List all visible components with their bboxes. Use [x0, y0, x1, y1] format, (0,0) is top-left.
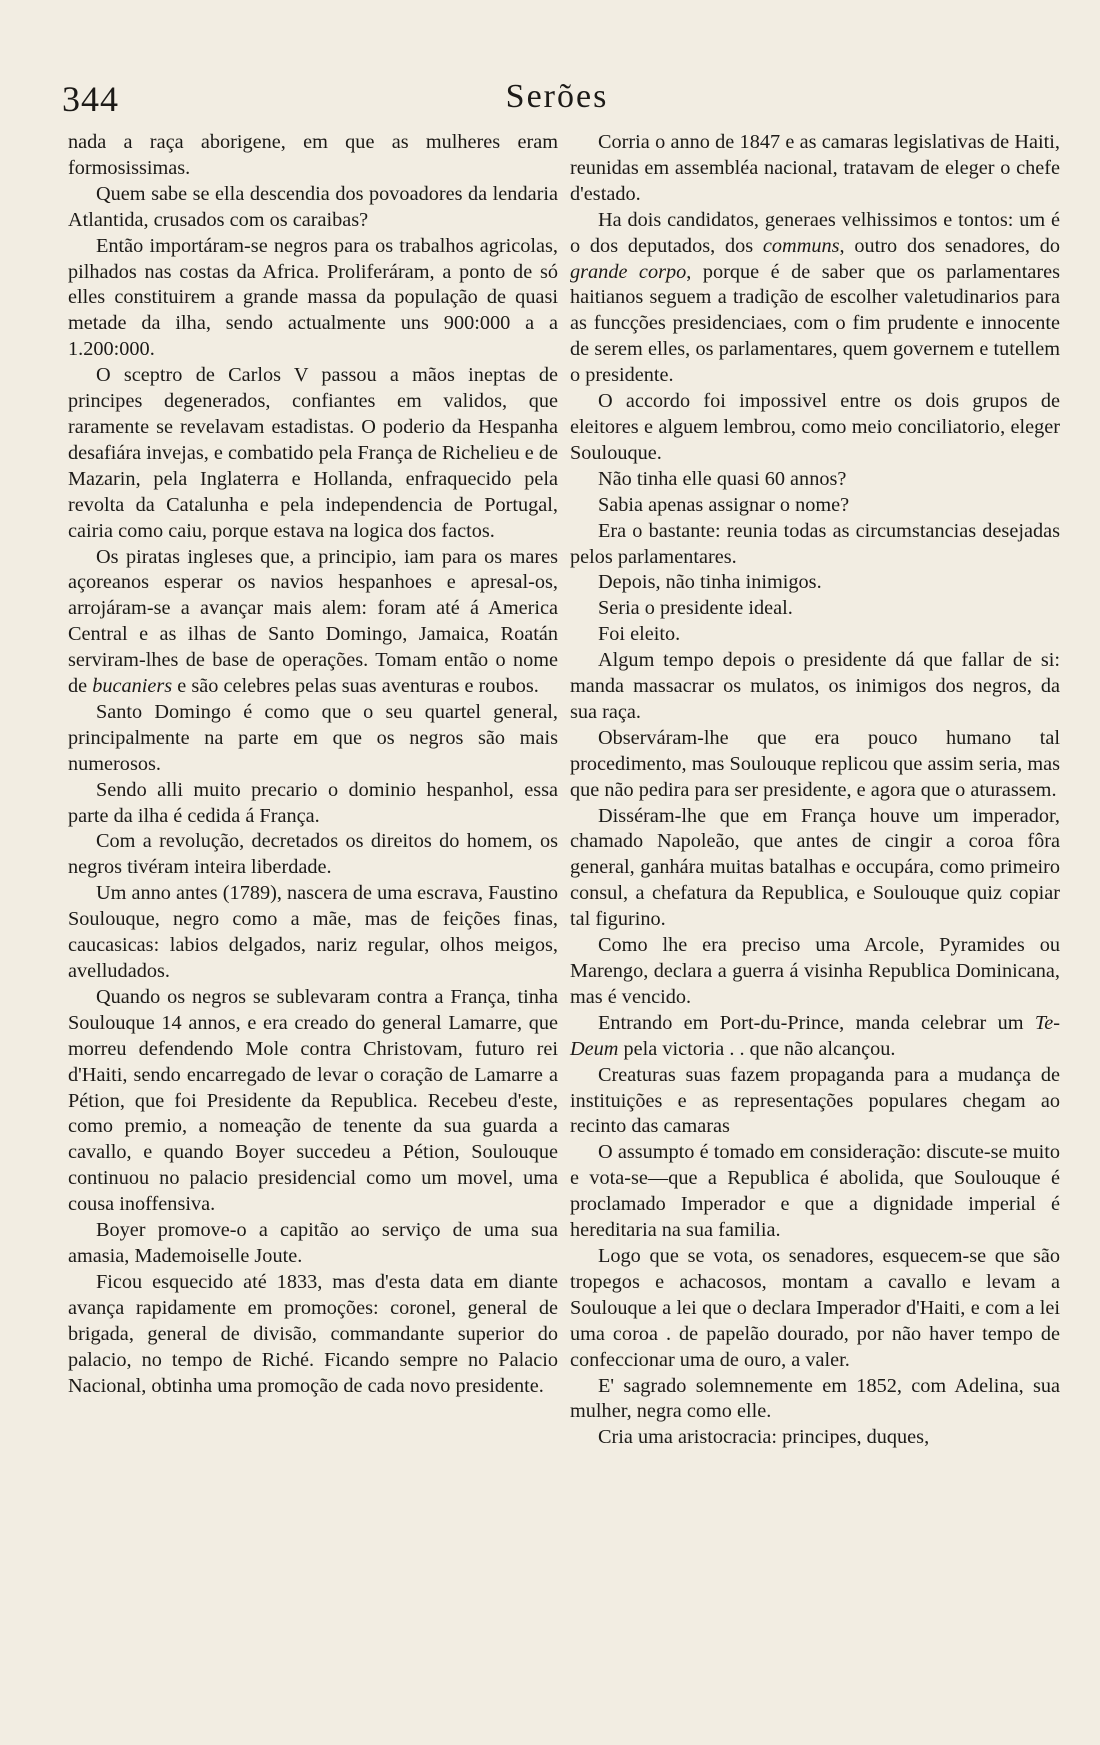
paragraph: Depois, não tinha inimigos. [598, 571, 822, 594]
italic-term: bucaniers [92, 675, 173, 698]
text-run: , outro dos senadores, do [839, 234, 1060, 257]
paragraph: Algum tempo depois o presidente dá que fallar de si: manda massacrar os mulatos, os inimigos dos negros, da sua raça. [570, 649, 1060, 723]
paragraph: Ficou esquecido até 1833, mas d'esta data em diante avança rapidamente em promoções: coronel, general de brigada, general de divisão, commandante superior do palacio, no tempo de Riché. Ficando sempre no Palacio Nacional, obtinha uma promoção de cada novo presidente. [68, 1270, 558, 1397]
paragraph: Logo que se vota, os senadores, esquecem-se que são tropegos e achacosos, montam a cavallo e levam a Soulouque a lei que o declara Imperador d'Haiti, e com a lei uma coroa . de papelão dourado, por não haver tempo de confeccionar uma de ouro, a valer. [570, 1244, 1060, 1371]
paragraph: nada a raça aborigene, em que as mulheres eram formosissimas. [68, 131, 558, 179]
paragraph: Então importáram-se negros para os trabalhos agricolas, pilhados nas costas da Africa. Proliferáram, a ponto de só elles constituirem a grande massa da população de quasi metade da ilha, sendo actualmente uns 900:000 a a 1.200:000. [68, 234, 558, 361]
paragraph: O assumpto é tomado em consideração: discute-se muito e vota-se—que a Republica é abolida, que Soulouque é proclamado Imperador e que a dignidade imperial é hereditaria na sua familia. [570, 1141, 1060, 1242]
paragraph: Creaturas suas fazem propaganda para a mudança de instituições e as representações populares chegam ao recinto das camaras [570, 1063, 1060, 1138]
text-run: Os piratas ingleses que, a principio, iam para os mares açoreanos esperar os navios hespanhoes e apresal-os, arrojáram-se a avançar mais alem: foram até á America Central e as ilhas de Santo Domingo, Jamaica, Roatán serviram-lhes de base de operações. Tomam então o nome de [68, 545, 558, 698]
paragraph: Com a revolução, decretados os direitos do homem, os negros tivéram inteira liberdade. [68, 830, 558, 879]
paragraph: Sabia apenas assignar o nome? [598, 493, 850, 516]
text-run: pela victoria . . que não alcançou. [618, 1037, 896, 1060]
paragraph [570, 208, 1060, 389]
paragraph: Era o bastante: reunia todas as circumstancias desejadas pelos parlamentares. [570, 519, 1060, 568]
italic-term: grande corpo [570, 260, 687, 283]
paragraph: Um anno antes (1789), nascera de uma escrava, Faustino Soulouque, negro como a mãe, mas de feições finas, caucasicas: labios delgados, nariz regular, olhos meigos, avelludados. [68, 882, 558, 982]
right-column [570, 130, 1060, 1451]
text-run: Ha dois candidatos, generaes velhissimos e tontos: um é o dos deputados, dos [570, 208, 1060, 257]
page-number: 344 [62, 79, 119, 119]
paragraph: Sendo alli muito precario o dominio hespanhol, essa parte da ilha é cedida á França. [68, 778, 558, 827]
left-column [68, 130, 558, 1399]
paragraph: O sceptro de Carlos V passou a mãos ineptas de principes degenerados, confiantes em validos, que raramente se revelavam estadistas. O poderio da Hespanha desafiára invejas, e combatido pela França de Richelieu e de Mazarin, pela Inglaterra e Hollanda, enfraquecido pela revolta da Catalunha e pela independencia de Portugal, cairia como caiu, porque estava na logica dos factos. [68, 364, 558, 542]
italic-term: Te-Deum [570, 1011, 1060, 1060]
paragraph: Não tinha elle quasi 60 annos? [598, 467, 847, 490]
running-title: Serões [505, 78, 609, 115]
paragraph: Disséram-lhe que em França houve um imperador, chamado Napoleão, que antes de cingir a coroa fôra general, ganhára muitas batalhas e occupára, como primeiro consul, a chefatura da Republica, e Soulouque quiz copiar tal figurino. [570, 804, 1060, 931]
paragraph [68, 545, 558, 700]
paragraph: Seria o presidente ideal. [598, 597, 793, 620]
paragraph: Cria uma aristocracia: principes, duques, [598, 1426, 930, 1449]
paragraph: Corria o anno de 1847 e as camaras legislativas de Haiti, reunidas em assembléa nacional, tratavam de eleger o chefe d'estado. [570, 131, 1060, 205]
paragraph: O accordo foi impossivel entre os dois grupos de eleitores e alguem lembrou, como meio conciliatorio, eleger Soulouque. [570, 390, 1060, 464]
text-run: , porque é de saber que os parlamentares haitianos seguem a tradição de escolher valetudinarios para as funcções presidenciaes, com o fim prudente e innocente de serem elles, os parlamentares, quem governem e tutellem o presidente. [570, 260, 1061, 387]
paragraph: E' sagrado solemnemente em 1852, com Adelina, sua mulher, negra como elle. [570, 1374, 1060, 1423]
paragraph: Como lhe era preciso uma Arcole, Pyramides ou Marengo, declara a guerra á visinha Republica Dominicana, mas é vencido. [570, 934, 1060, 1008]
paragraph: Observáram-lhe que era pouco humano tal procedimento, mas Soulouque replicou que assim seria, mas que não pedira para ser presidente, e agora que o aturassem. [570, 726, 1060, 801]
paragraph: Foi eleito. [598, 623, 681, 646]
italic-term: communs [762, 234, 840, 257]
paragraph: Quem sabe se ella descendia dos povoadores da lendaria Atlantida, crusados com os caraibas? [68, 182, 558, 231]
page-header [62, 78, 1052, 128]
paragraph: Santo Domingo é como que o seu quartel general, principalmente na parte em que os negros são mais numerosos. [68, 700, 558, 775]
paragraph: Boyer promove-o a capitão ao serviço de uma sua amasia, Mademoiselle Joute. [68, 1219, 558, 1267]
paragraph: Quando os negros se sublevaram contra a França, tinha Soulouque 14 annos, e era creado do general Lamarre, que morreu defendendo Mole contra Christovam, futuro rei d'Haiti, sendo encarregado de levar o coração de Lamarre a Pétion, que foi Presidente da Republica. Recebeu d'este, como premio, a nomeação de tenente da sua guarda a cavallo, e quando Boyer succedeu a Pétion, Soulouque continuou no palacio presidencial como um movel, uma cousa inoffensiva. [68, 985, 558, 1216]
text-run: e são celebres pelas suas aventuras e roubos. [172, 675, 539, 698]
text-run: Entrando em Port-du-Prince, manda celebrar um [598, 1011, 1035, 1034]
paragraph [570, 1011, 1060, 1063]
